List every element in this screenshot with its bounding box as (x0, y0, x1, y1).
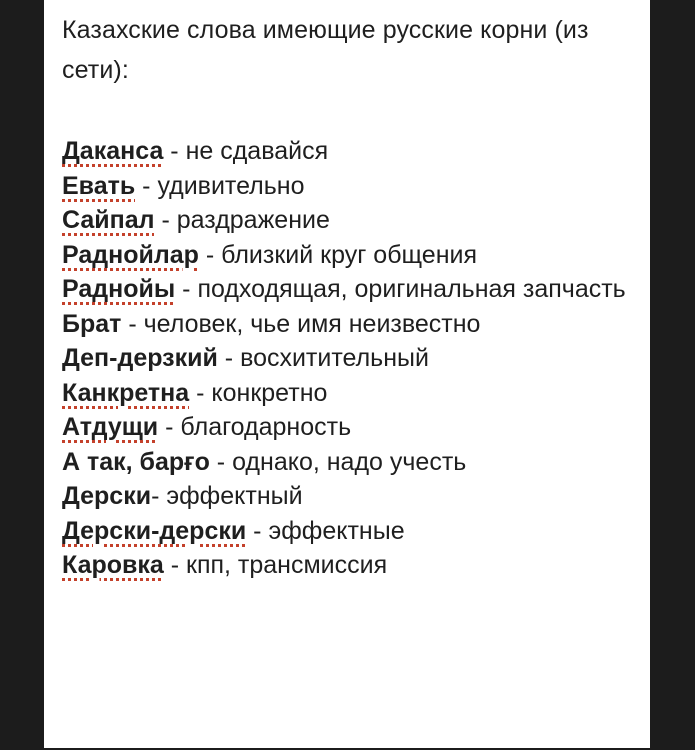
list-item (62, 376, 638, 411)
entry-definition: близкий круг общения (221, 240, 478, 269)
list-item (62, 203, 638, 238)
entry-term: Сайпал (62, 206, 155, 234)
entry-term: А так, барғо (62, 447, 210, 476)
entry-separator: - (163, 137, 186, 165)
entry-definition: не сдавайся (185, 137, 329, 165)
entry-separator: - (163, 551, 187, 579)
entry-separator: - (175, 275, 198, 303)
list-item (62, 341, 638, 376)
entry-separator: - (154, 206, 177, 234)
entry-separator: - (189, 378, 212, 407)
list-item (62, 479, 638, 514)
entry-separator: - (246, 516, 269, 545)
entry-term: Дерски-дерски (62, 516, 247, 545)
entry-separator: - (151, 482, 167, 510)
page-title: Казахские слова имеющие русские корни (из сети): (62, 16, 589, 84)
entry-term: Деп-дерзкий (62, 344, 218, 372)
entry-separator: - (217, 344, 241, 372)
entry-term: Брат (62, 309, 122, 338)
entry-term: Евать (62, 171, 136, 200)
content (62, 10, 638, 583)
list-item (62, 514, 638, 549)
list-item (62, 445, 638, 480)
entry-term: Атдущи (62, 413, 159, 441)
entry-definition: эффектные (268, 516, 405, 545)
entry-term: Дерски (62, 482, 152, 510)
entry-definition: подходящая, оригинальная запчасть (197, 275, 626, 303)
entry-definition: раздражение (176, 206, 330, 234)
entry-definition: кпп, трансмиссия (186, 551, 388, 579)
entry-term: Раднойы (62, 275, 176, 303)
word-list (62, 134, 638, 583)
entry-separator: - (198, 240, 222, 269)
entry-definition: однако, надо учесть (232, 447, 467, 476)
entry-separator: - (209, 447, 233, 476)
entry-definition: благодарность (180, 413, 352, 441)
entry-term: Канкретна (62, 378, 190, 407)
entry-separator: - (121, 309, 144, 338)
list-item (62, 548, 638, 583)
list-item (62, 410, 638, 445)
list-item (62, 134, 638, 169)
entry-separator: - (135, 171, 158, 200)
entry-definition: удивительно (157, 171, 305, 200)
list-item (62, 272, 638, 307)
list-item (62, 307, 638, 342)
entry-definition: эффектный (166, 482, 303, 510)
entry-term: Раднойлар (62, 240, 199, 269)
entry-term: Даканса (62, 137, 164, 165)
entry-separator: - (158, 413, 181, 441)
list-item (62, 238, 638, 273)
entry-definition: конкретно (211, 378, 328, 407)
entry-definition: человек, чье имя неизвестно (143, 309, 481, 338)
text-card (44, 0, 650, 748)
entry-term: Каровка (62, 551, 164, 579)
entry-definition: восхитительный (240, 344, 429, 372)
list-item (62, 169, 638, 204)
